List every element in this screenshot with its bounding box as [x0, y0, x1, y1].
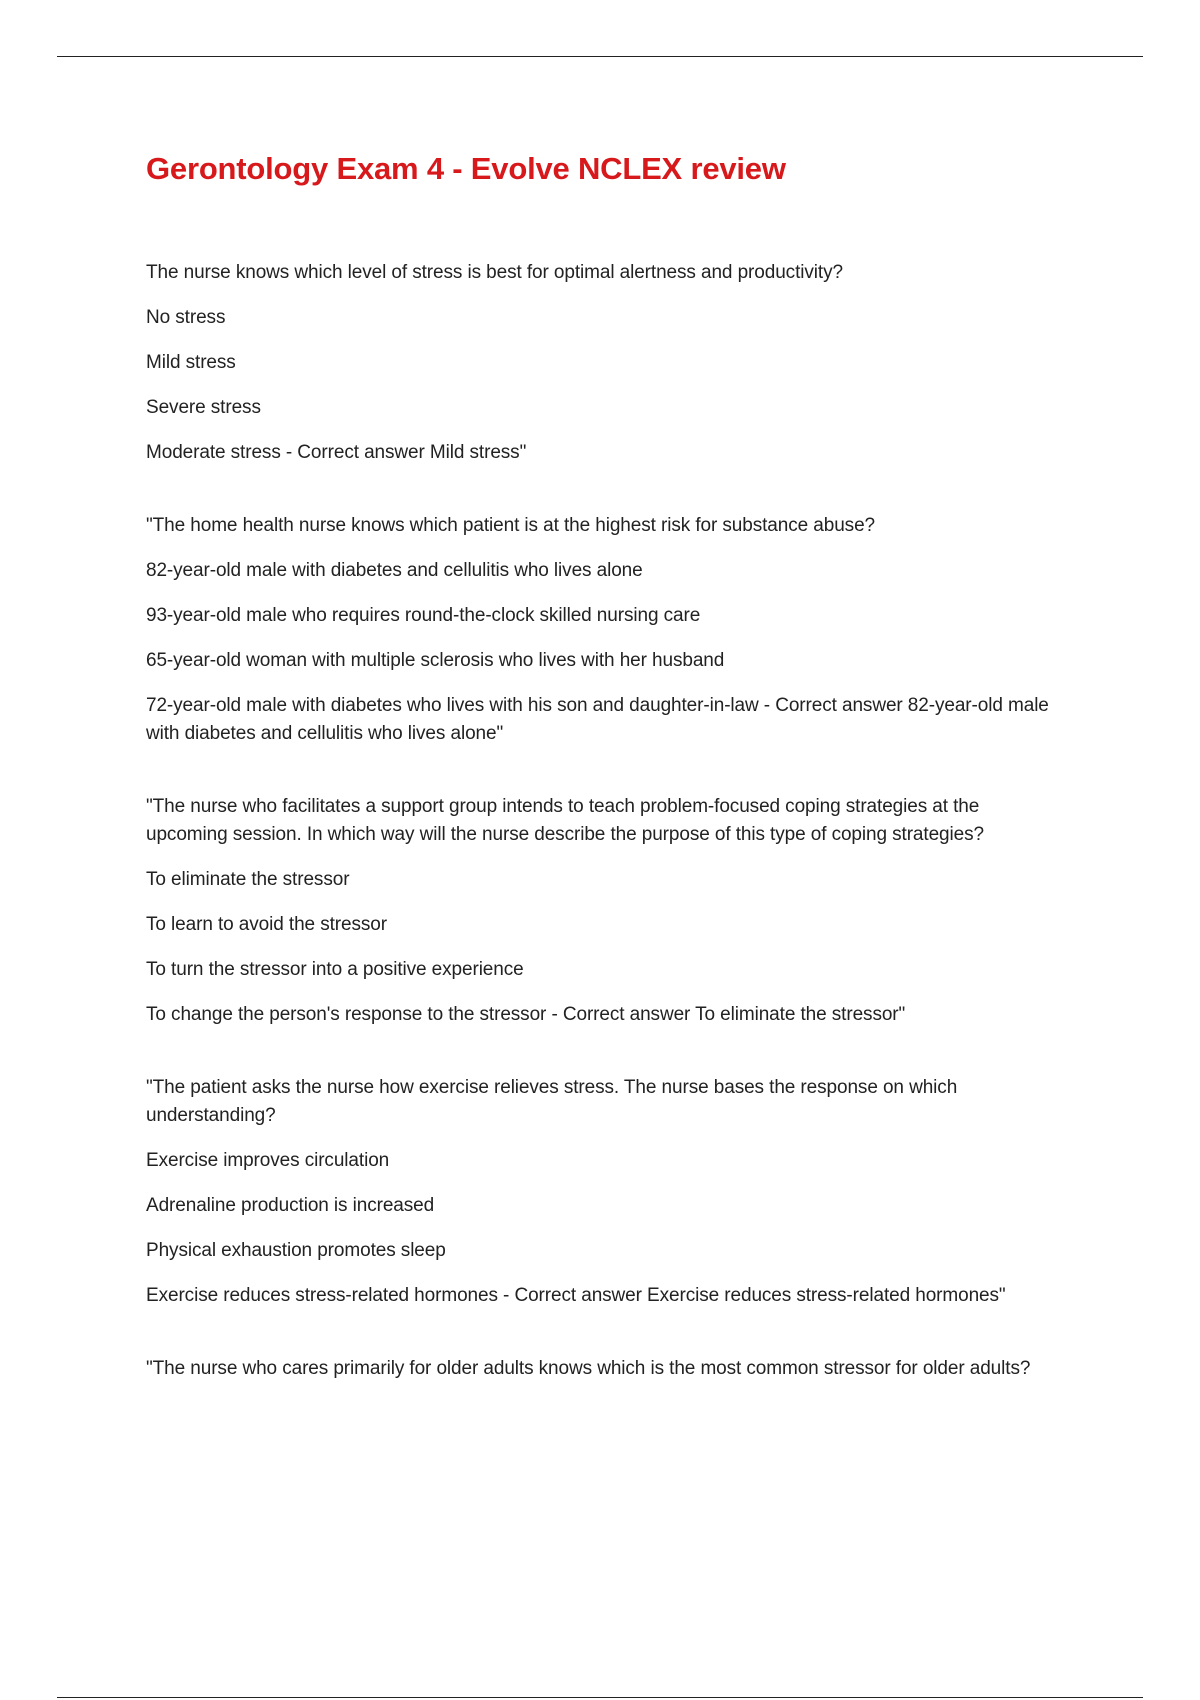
answer-option: Physical exhaustion promotes sleep: [146, 1240, 446, 1261]
question-block-1: [146, 259, 1056, 467]
question-stem: "The nurse who cares primarily for older adults knows which is the most common stressor for older adults?: [146, 1358, 1031, 1379]
answer-option: Exercise reduces stress-related hormones - Correct answer Exercise reduces stress-related hormones": [146, 1285, 1006, 1306]
question-block-2: [146, 512, 1056, 748]
question-stem: "The patient asks the nurse how exercise relieves stress. The nurse bases the response on which understanding?: [146, 1077, 958, 1126]
question-block-3: [146, 793, 1056, 1029]
answer-option: Exercise improves circulation: [146, 1150, 390, 1171]
answer-option: 72-year-old male with diabetes who lives with his son and daughter-in-law - Correct answer 82-year-old male with diabetes and cellulitis who lives alone": [146, 695, 1049, 744]
answer-option: Moderate stress - Correct answer Mild stress": [146, 442, 527, 463]
answer-option: To change the person's response to the stressor - Correct answer To eliminate the stressor": [146, 1004, 906, 1025]
document-title: Gerontology Exam 4 - Evolve NCLEX review: [146, 151, 786, 186]
answer-option: Severe stress: [146, 397, 261, 418]
answer-option: 65-year-old woman with multiple sclerosis who lives with her husband: [146, 650, 725, 671]
question-stem: "The nurse who facilitates a support group intends to teach problem-focused coping strategies at the upcoming session. In which way will the nurse describe the purpose of this type of coping strategies?: [146, 796, 984, 845]
answer-option: To eliminate the stressor: [146, 869, 350, 890]
question-block-5: [146, 1355, 1056, 1383]
answer-option: 82-year-old male with diabetes and cellulitis who lives alone: [146, 560, 643, 581]
question-stem: The nurse knows which level of stress is best for optimal alertness and productivity?: [146, 262, 843, 283]
question-stem: "The home health nurse knows which patient is at the highest risk for substance abuse?: [146, 515, 876, 536]
answer-option: To learn to avoid the stressor: [146, 914, 387, 935]
answer-option: 93-year-old male who requires round-the-clock skilled nursing care: [146, 605, 701, 626]
footer-divider: [57, 1697, 1143, 1698]
answer-option: No stress: [146, 307, 226, 328]
answer-option: Adrenaline production is increased: [146, 1195, 435, 1216]
document-body: [146, 145, 1056, 1428]
header-divider: [57, 56, 1143, 57]
question-block-4: [146, 1074, 1056, 1310]
answer-option: Mild stress: [146, 352, 236, 373]
answer-option: To turn the stressor into a positive experience: [146, 959, 524, 980]
